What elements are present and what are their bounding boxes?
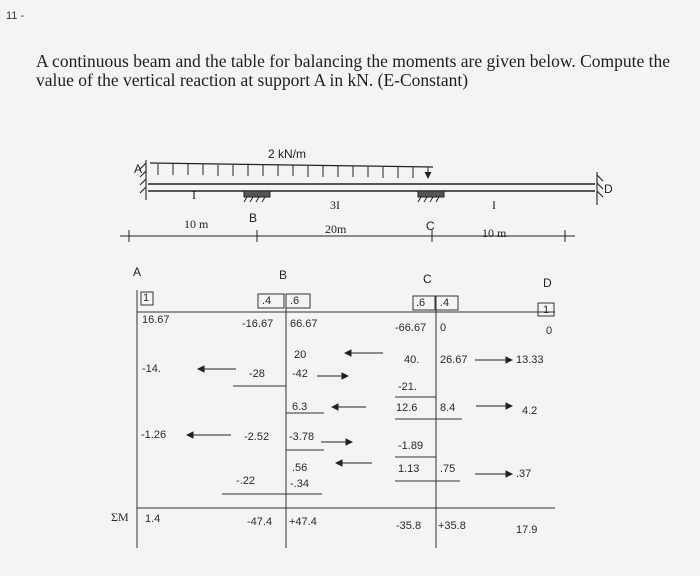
span-bc-inertia: 3I bbox=[330, 198, 340, 212]
r1-a: -14. bbox=[142, 363, 161, 375]
df-c-right: .4 bbox=[440, 297, 450, 309]
column-header-b: B bbox=[279, 268, 288, 282]
r4-c-left: 1.13 bbox=[398, 463, 420, 475]
beam-node-d-label: D bbox=[604, 182, 613, 196]
question-number: 11 - bbox=[6, 10, 25, 22]
sum-label: ΣM bbox=[111, 510, 129, 524]
r3-b-right: -3.78 bbox=[289, 431, 315, 443]
r2-d: 4.2 bbox=[522, 405, 538, 417]
question-text: A continuous beam and the table for balancing the moments are given below. Compute the value of the vertical reaction at support A in kN. (E-Constant) bbox=[36, 51, 671, 90]
span-cd-length: 10 m bbox=[482, 226, 507, 240]
fixed-support-d bbox=[597, 172, 603, 205]
r3-a: -1.26 bbox=[141, 429, 167, 441]
fem-c-right: 0 bbox=[440, 322, 447, 334]
sum-a: 1.4 bbox=[145, 513, 161, 525]
carry-over-arrows bbox=[187, 353, 512, 474]
span-bc-length: 20m bbox=[325, 222, 347, 236]
r3-c-left: -1.89 bbox=[398, 440, 424, 452]
beam-node-c-label: C bbox=[426, 219, 435, 233]
beam-member bbox=[148, 184, 595, 191]
span-ab-length: 10 m bbox=[184, 217, 209, 231]
table-grid bbox=[137, 290, 555, 548]
r1-c-left-2: -21. bbox=[398, 381, 417, 393]
r4-c-right: .75 bbox=[440, 463, 456, 475]
column-header-d: D bbox=[543, 276, 552, 290]
beam-node-a-label: A bbox=[134, 162, 143, 176]
r3-b-left: -2.52 bbox=[244, 431, 270, 443]
sum-b-right: +47.4 bbox=[289, 516, 317, 528]
df-d: 1 bbox=[543, 304, 550, 316]
beam-diagram bbox=[120, 147, 613, 242]
r4-d: .37 bbox=[516, 468, 532, 480]
df-a: 1 bbox=[143, 292, 150, 304]
df-c-left: .6 bbox=[416, 297, 426, 309]
r2-c-left: 12.6 bbox=[396, 402, 418, 414]
r4-b-right-1: .56 bbox=[292, 462, 308, 474]
fem-b-left: -16.67 bbox=[242, 318, 274, 330]
r2-b-right: 6.3 bbox=[292, 401, 308, 413]
r1-b-right-2: -42 bbox=[292, 368, 308, 380]
fem-d: 0 bbox=[546, 325, 553, 337]
pin-support-b bbox=[244, 191, 270, 202]
distributed-load bbox=[150, 163, 433, 178]
r1-c-left-1: 40. bbox=[404, 354, 420, 366]
df-b-left: .4 bbox=[262, 295, 272, 307]
fem-b-right: 66.67 bbox=[290, 318, 318, 330]
sum-c-right: +35.8 bbox=[438, 520, 466, 532]
r1-b-left: -28 bbox=[249, 368, 265, 380]
r1-d: 13.33 bbox=[516, 354, 544, 366]
column-header-a: A bbox=[133, 265, 142, 279]
r1-c-right: 26.67 bbox=[440, 354, 468, 366]
r4-b-left: -.22 bbox=[236, 475, 255, 487]
sum-d: 17.9 bbox=[516, 524, 538, 536]
r4-b-right-2: -.34 bbox=[290, 478, 309, 490]
fem-c-left: -66.67 bbox=[395, 322, 427, 334]
r1-b-right-1: 20 bbox=[294, 349, 307, 361]
sum-c-left: -35.8 bbox=[396, 520, 422, 532]
r2-c-right: 8.4 bbox=[440, 402, 456, 414]
fem-a: 16.67 bbox=[142, 314, 170, 326]
dimension-line bbox=[120, 230, 575, 242]
column-header-c: C bbox=[423, 272, 432, 286]
pin-support-c bbox=[418, 191, 444, 202]
df-b-right: .6 bbox=[290, 295, 300, 307]
beam-node-b-label: B bbox=[249, 211, 258, 225]
distributed-load-label: 2 kN/m bbox=[268, 147, 307, 161]
span-ab-inertia: I bbox=[192, 188, 196, 202]
sum-b-left: -47.4 bbox=[247, 516, 273, 528]
span-cd-inertia: I bbox=[492, 198, 496, 212]
